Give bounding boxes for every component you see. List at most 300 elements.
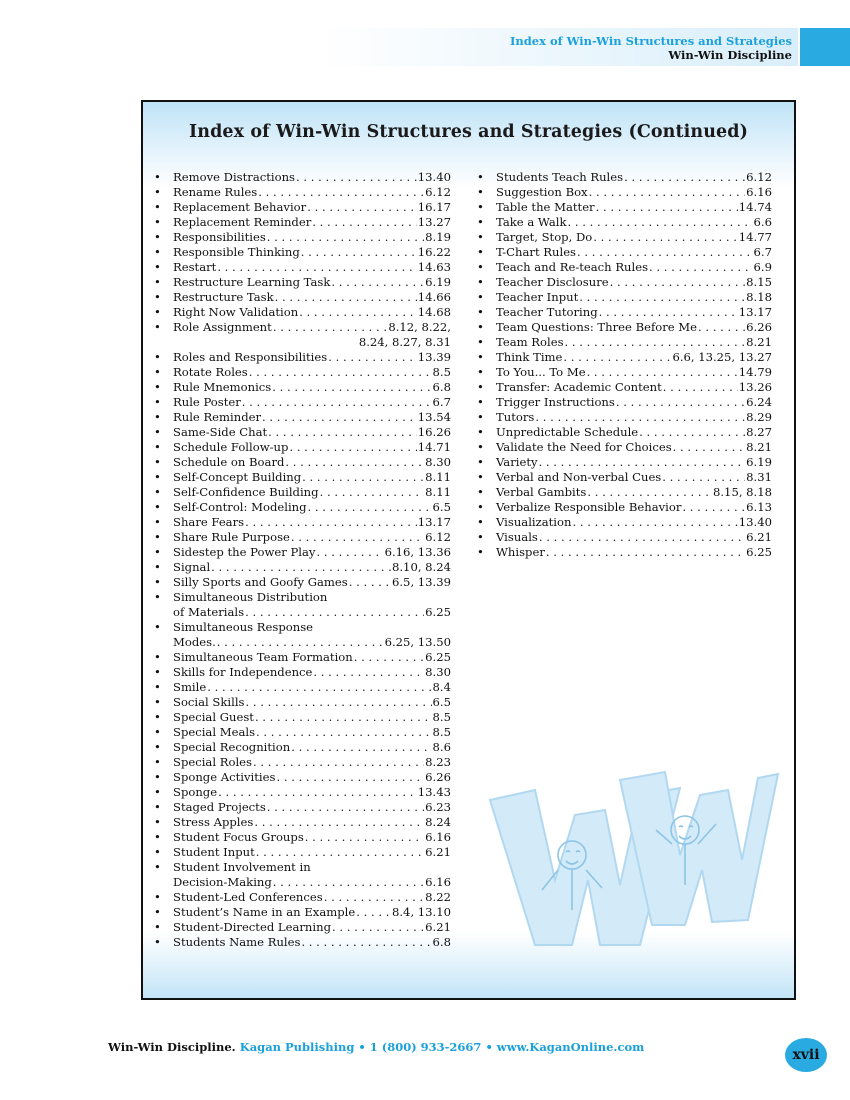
index-term: Self-Concept Building [173,470,302,484]
dot-leader [245,515,417,530]
bullet-icon: • [477,455,484,469]
index-term: Self-Confidence Building [173,485,319,499]
bullet-icon: • [477,320,484,334]
index-term: Think Time [496,350,563,364]
index-entry [151,680,451,695]
index-term-line: Simultaneous Distribution [173,590,328,604]
index-entry [474,395,772,410]
bullet-icon: • [154,800,161,814]
bullet-icon: • [477,245,484,259]
bullet-icon: • [154,740,161,754]
index-entry [474,230,772,245]
dot-leader [313,665,424,680]
page-reference: 13.43 [417,785,451,799]
index-term: Team Roles [496,335,564,349]
bullet-icon: • [477,365,484,379]
dot-leader [254,815,424,830]
index-term: Visualization [496,515,572,529]
page-reference: 13.27 [417,215,451,229]
index-term: Team Questions: Three Before Me [496,320,698,334]
index-term: Replacement Behavior [173,200,307,214]
bullet-icon: • [154,275,161,289]
page-reference: 6.25, 13.50 [384,635,451,649]
dot-leader [255,710,432,725]
index-term: Students Name Rules [173,935,301,949]
index-entry [151,695,451,710]
page-reference: 8.30 [425,455,451,469]
index-term: Sponge [173,785,218,799]
page-reference: 16.17 [417,200,451,214]
index-entry [474,485,772,500]
index-column-right [474,170,772,560]
index-term: Rename Rules [173,185,258,199]
bullet-icon: • [154,785,161,799]
index-term: Unpredictable Schedule [496,425,639,439]
index-term: Trigger Instructions [496,395,615,409]
dot-leader [305,830,424,845]
page-reference: 6.13 [746,500,772,514]
page-reference: 8.31 [746,470,772,484]
bullet-icon: • [477,170,484,184]
dot-leader [245,605,424,620]
bullet-icon: • [477,530,484,544]
dot-leader [285,455,424,470]
index-entry [151,515,451,530]
dot-leader [302,470,424,485]
bullet-icon: • [154,305,161,319]
page-reference: 13.54 [417,410,451,424]
index-term: Responsible Thinking [173,245,300,259]
page-reference: 6.8 [432,935,451,949]
dot-leader [698,320,745,335]
index-entry [474,515,772,530]
dot-leader [599,305,738,320]
bullet-icon: • [477,395,484,409]
dot-leader [258,185,424,200]
index-entry [151,230,451,245]
dot-leader [308,500,432,515]
dot-leader [316,545,383,560]
page-reference: 6.26 [746,320,772,334]
dot-leader [649,260,753,275]
dot-leader [262,410,417,425]
index-term: Rotate Roles [173,365,248,379]
page-reference: 6.12 [746,170,772,184]
bullet-icon: • [154,350,161,364]
index-term: Staged Projects [173,800,266,814]
index-term: Smile [173,680,207,694]
index-term: Sidestep the Power Play [173,545,316,559]
page-reference: 13.40 [417,170,451,184]
index-term: Student-Directed Learning [173,920,331,934]
bullet-icon: • [154,815,161,829]
bullet-icon: • [154,185,161,199]
index-term: Sponge Activities [173,770,276,784]
page-reference: 6.26 [425,770,451,784]
index-term: Skills for Independence [173,665,313,679]
page-reference: 6.7 [753,245,772,259]
dot-leader [211,560,391,575]
page-reference: 8.21 [746,335,772,349]
index-entry [151,425,451,440]
dot-leader [242,395,432,410]
index-term-line: Student Involvement in [173,860,311,874]
bullet-icon: • [154,290,161,304]
index-entry [474,320,772,335]
index-entry [151,275,451,290]
page-reference: 14.74 [738,200,772,214]
index-entry [151,725,451,740]
index-entry [474,335,772,350]
dot-leader [616,395,745,410]
index-term: Restructure Learning Task [173,275,331,289]
index-term: Schedule Follow-up [173,440,289,454]
index-term: Suggestion Box [496,185,588,199]
page-reference: 8.5 [432,365,451,379]
index-entry [474,545,772,560]
page-reference: 16.26 [417,425,451,439]
bullet-icon: • [154,485,161,499]
footer [108,1040,644,1054]
index-term: Stress Apples [173,815,254,829]
bullet-icon: • [477,215,484,229]
page-reference: 6.5, 13.39 [392,575,451,589]
page-reference: 8.5 [432,725,451,739]
index-entry [151,350,451,365]
index-entry [151,560,451,575]
dot-leader [328,350,417,365]
dot-leader [253,755,424,770]
index-entry [151,935,451,950]
index-entry [151,260,451,275]
index-term: Student Focus Groups [173,830,304,844]
page-reference: 6.7 [432,395,451,409]
bullet-icon: • [154,830,161,844]
index-term: Simultaneous Team Formation [173,650,353,664]
index-entry [151,845,451,860]
page-reference: 8.27 [746,425,772,439]
dot-leader [579,290,745,305]
dot-leader [207,680,431,695]
dot-leader [312,215,417,230]
page-reference: 6.21 [425,920,451,934]
page-reference: 6.5 [432,500,451,514]
page-reference: 8.18 [746,290,772,304]
dot-leader [245,695,431,710]
index-entry [151,890,451,905]
page-reference: 8.15 [746,275,772,289]
index-term: Target, Stop, Do [496,230,593,244]
bullet-icon: • [477,335,484,349]
index-entry [151,245,451,260]
bullet-icon: • [477,410,484,424]
dot-leader [577,245,753,260]
bullet-icon: • [477,425,484,439]
index-term: Verbal Gambits [496,485,587,499]
index-entry [151,620,451,650]
bullet-icon: • [154,215,161,229]
dot-leader [624,170,745,185]
page-reference: 14.71 [417,440,451,454]
bullet-icon: • [154,680,161,694]
bullet-icon: • [154,440,161,454]
index-term: Special Meals [173,725,256,739]
page-reference: 6.21 [746,530,772,544]
index-entry [151,755,451,770]
page-number-badge: xvii [785,1038,827,1072]
index-entry [151,575,451,590]
dot-leader [256,725,432,740]
dot-leader [567,215,752,230]
dot-leader [682,500,745,515]
page-reference: 8.21 [746,440,772,454]
index-entry [151,530,451,545]
dot-leader [291,530,424,545]
index-term: Restart [173,260,217,274]
header-tab [800,28,850,66]
bullet-icon: • [154,905,161,919]
index-term: Role Assignment [173,320,272,334]
index-entry [474,350,772,365]
index-term: Transfer: Academic Content [496,380,662,394]
index-entry [151,215,451,230]
index-entry [151,170,451,185]
dot-leader [217,635,384,650]
dot-leader [272,380,431,395]
index-term: Student’s Name in an Example [173,905,356,919]
dot-leader [268,425,417,440]
index-term: Teach and Re-teach Rules [496,260,649,274]
dot-leader [267,230,424,245]
bullet-icon: • [477,545,484,559]
dot-leader [301,935,431,950]
page-reference: 8.19 [425,230,451,244]
page-reference: 8.12, 8.22, [388,320,451,334]
bullet-icon: • [477,185,484,199]
index-entry [151,740,451,755]
index-term: Right Now Validation [173,305,299,319]
index-term: Schedule on Board [173,455,285,469]
dot-leader [662,470,745,485]
bullet-icon: • [154,650,161,664]
page-reference: 8.30 [425,665,451,679]
dot-leader [289,440,416,455]
dot-leader [249,365,432,380]
index-entry [151,440,451,455]
page-reference: 8.6 [432,740,451,754]
page-reference: 6.12 [425,185,451,199]
index-term: Signal [173,560,211,574]
page-reference-continued: 8.24, 8.27, 8.31 [358,335,451,349]
dot-leader [273,320,387,335]
index-term: Rule Reminder [173,410,262,424]
page-reference: 13.40 [738,515,772,529]
index-entry [151,200,451,215]
page-reference: 6.25 [425,605,451,619]
dot-leader [673,440,746,455]
index-term: Roles and Responsibilities [173,350,328,364]
bullet-icon: • [477,290,484,304]
bullet-icon: • [154,920,161,934]
page-reference: 8.29 [746,410,772,424]
index-entry [151,305,451,320]
page-reference: 6.19 [746,455,772,469]
dot-leader [539,455,746,470]
index-entry [151,500,451,515]
page-reference: 8.4 [432,680,451,694]
dot-leader [572,515,737,530]
index-term: Replacement Reminder [173,215,312,229]
bullet-icon: • [154,560,161,574]
bullet-icon: • [477,350,484,364]
bullet-icon: • [477,200,484,214]
dot-leader [307,200,417,215]
index-entry [151,485,451,500]
page-reference: 8.23 [425,755,451,769]
bullet-icon: • [477,305,484,319]
page-reference: 6.12 [425,530,451,544]
bullet-icon: • [154,515,161,529]
index-entry [474,425,772,440]
index-term: To You... To Me [496,365,586,379]
bullet-icon: • [154,470,161,484]
page-reference: 6.6, 13.25, 13.27 [672,350,772,364]
dot-leader [565,335,746,350]
index-term: Teacher Input [496,290,579,304]
page-reference: 6.6 [753,215,772,229]
page-reference: 16.22 [417,245,451,259]
dot-leader [535,410,745,425]
page-reference: 8.5 [432,710,451,724]
index-term: Rule Poster [173,395,241,409]
bullet-icon: • [154,695,161,709]
index-entry [151,800,451,815]
bullet-icon: • [477,260,484,274]
index-entry [151,860,451,890]
bullet-icon: • [154,425,161,439]
index-term: Student Input [173,845,255,859]
dot-leader [291,740,431,755]
page-reference: 8.11 [425,485,451,499]
dot-leader [218,785,417,800]
index-entry [151,185,451,200]
dot-leader [596,200,738,215]
bullet-icon: • [154,575,161,589]
dot-leader [324,890,424,905]
dot-leader [587,485,712,500]
bullet-icon: • [477,275,484,289]
dot-leader [332,920,424,935]
bullet-icon: • [477,230,484,244]
index-entry [151,920,451,935]
index-term: Responsibilities [173,230,266,244]
page-reference: 8.10, 8.24 [392,560,451,574]
index-entry [151,770,451,785]
index-entry [474,455,772,470]
index-entry [151,380,451,395]
running-header-title: Index of Win-Win Structures and Strategies [510,34,792,48]
index-entry [474,245,772,260]
page-reference: 14.79 [738,365,772,379]
bullet-icon: • [154,935,161,949]
index-entry [474,380,772,395]
dot-leader [349,575,391,590]
page-reference: 8.11 [425,470,451,484]
bullet-icon: • [154,200,161,214]
bullet-icon: • [154,245,161,259]
bullet-icon: • [154,365,161,379]
index-term: Whisper [496,545,545,559]
dot-leader [296,170,417,185]
bullet-icon: • [154,530,161,544]
running-header-book: Win-Win Discipline [668,48,792,62]
index-term: Student-Led Conferences [173,890,323,904]
page-reference: 6.5 [432,695,451,709]
dot-leader [331,275,424,290]
page-reference: 6.19 [425,275,451,289]
dot-leader [217,260,416,275]
footer-book-title: Win-Win Discipline. [108,1040,236,1054]
page-reference: 6.16 [425,830,451,844]
page-reference: 8.4, 13.10 [392,905,451,919]
dot-leader [256,845,424,860]
index-term: of Materials [173,605,245,619]
bullet-icon: • [154,455,161,469]
index-term: Students Teach Rules [496,170,624,184]
page-reference: 6.8 [432,380,451,394]
index-term: Tutors [496,410,535,424]
bullet-icon: • [477,470,484,484]
index-term: Special Recognition [173,740,291,754]
dot-leader [663,380,738,395]
index-entry [151,545,451,560]
bullet-icon: • [477,500,484,514]
index-term: Restructure Task [173,290,274,304]
page-reference: 6.23 [425,800,451,814]
bullet-icon: • [154,620,161,634]
bullet-icon: • [154,590,161,604]
index-term: Social Skills [173,695,245,709]
index-entry [151,905,451,920]
bullet-icon: • [154,320,161,334]
index-term: Teacher Disclosure [496,275,609,289]
bullet-icon: • [477,515,484,529]
page-reference: 14.77 [738,230,772,244]
dot-leader [301,245,417,260]
index-entry [474,500,772,515]
index-term: Silly Sports and Goofy Games [173,575,348,589]
page-reference: 14.66 [417,290,451,304]
bullet-icon: • [154,545,161,559]
bullet-icon: • [154,770,161,784]
index-entry [151,410,451,425]
footer-publisher-info: Kagan Publishing • 1 (800) 933-2667 • www.KaganOnline.com [239,1040,645,1054]
index-term: Rule Mnemonics [173,380,272,394]
index-term: Share Rule Purpose [173,530,290,544]
index-entry [474,200,772,215]
index-entry [474,275,772,290]
dot-leader [546,545,745,560]
index-term: Remove Distractions [173,170,295,184]
index-entry [151,710,451,725]
index-term: Take a Walk [496,215,567,229]
dot-leader [587,365,738,380]
dot-leader [539,530,745,545]
bullet-icon: • [154,845,161,859]
index-term: Table the Matter [496,200,595,214]
index-entry [151,650,451,665]
index-term: Self-Control: Modeling [173,500,307,514]
